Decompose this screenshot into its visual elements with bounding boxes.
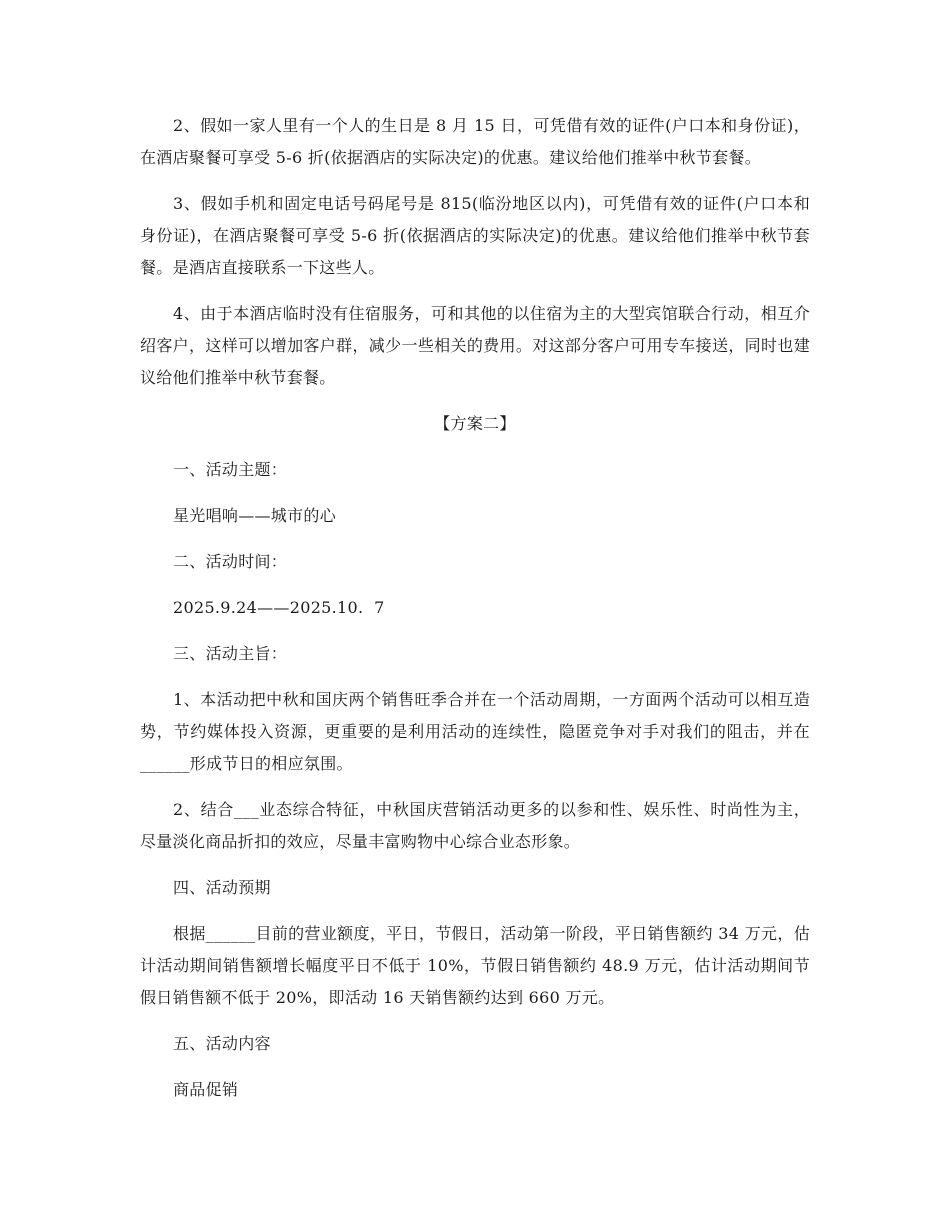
purpose-item-1: 1、本活动把中秋和国庆两个销售旺季合并在一个活动周期，一方面两个活动可以相互造势，节约媒体投入资源，更重要的是利用活动的连续性，隐匿竞争对手对我们的阻击，并在______形成节日的相应氛围。 [140, 690, 810, 773]
heading-activity-time: 二、活动时间： [173, 552, 288, 571]
section-heading-plan-two: 【方案二】 [434, 414, 516, 433]
heading-activity-content: 五、活动内容 [173, 1034, 271, 1053]
heading-activity-expectation: 四、活动预期 [173, 878, 271, 897]
heading-activity-purpose: 三、活动主旨： [173, 644, 288, 663]
activity-time-text: 2025.9.24——2025.10. 7 [173, 598, 385, 617]
purpose-item-2: 2、结合___业态综合特征，中秋国庆营销活动更多的以参和性、娱乐性、时尚性为主，尽量淡化商品折扣的效应，尽量丰富购物中心综合业态形象。 [140, 800, 810, 851]
paragraph-item-2: 2、假如一家人里有一个人的生日是 8 月 15 日，可凭借有效的证件(户口本和身份证)，在酒店聚餐可享受 5-6 折(依据酒店的实际决定)的优惠。建议给他们推举中秋节套餐。 [140, 116, 810, 167]
paragraph-item-4: 4、由于本酒店临时没有住宿服务，可和其他的以住宿为主的大型宾馆联合行动，相互介绍客户，这样可以增加客户群，减少一些相关的费用。对这部分客户可用专车接送，同时也建议给他们推举中秋节套餐。 [140, 304, 810, 387]
expectation-text: 根据______目前的营业额度，平日，节假日，活动第一阶段，平日销售额约 34 万元，估计活动期间销售额增长幅度平日不低于 10%，节假日销售额约 48.9 万元，估计活动期间节假日销售额不低于 20%，即活动 16 天销售额约达到 660 万元。 [140, 924, 810, 1007]
activity-theme-text: 星光唱响——城市的心 [173, 506, 337, 525]
content-product-promotion: 商品促销 [173, 1080, 239, 1099]
paragraph-item-3: 3、假如手机和固定电话号码尾号是 815(临汾地区以内)，可凭借有效的证件(户口本和身份证)，在酒店聚餐可享受 5-6 折(依据酒店的实际决定)的优惠。建议给他们推举中秋节套餐。是酒店直接联系一下这些人。 [140, 194, 810, 277]
heading-activity-theme: 一、活动主题： [173, 460, 288, 479]
